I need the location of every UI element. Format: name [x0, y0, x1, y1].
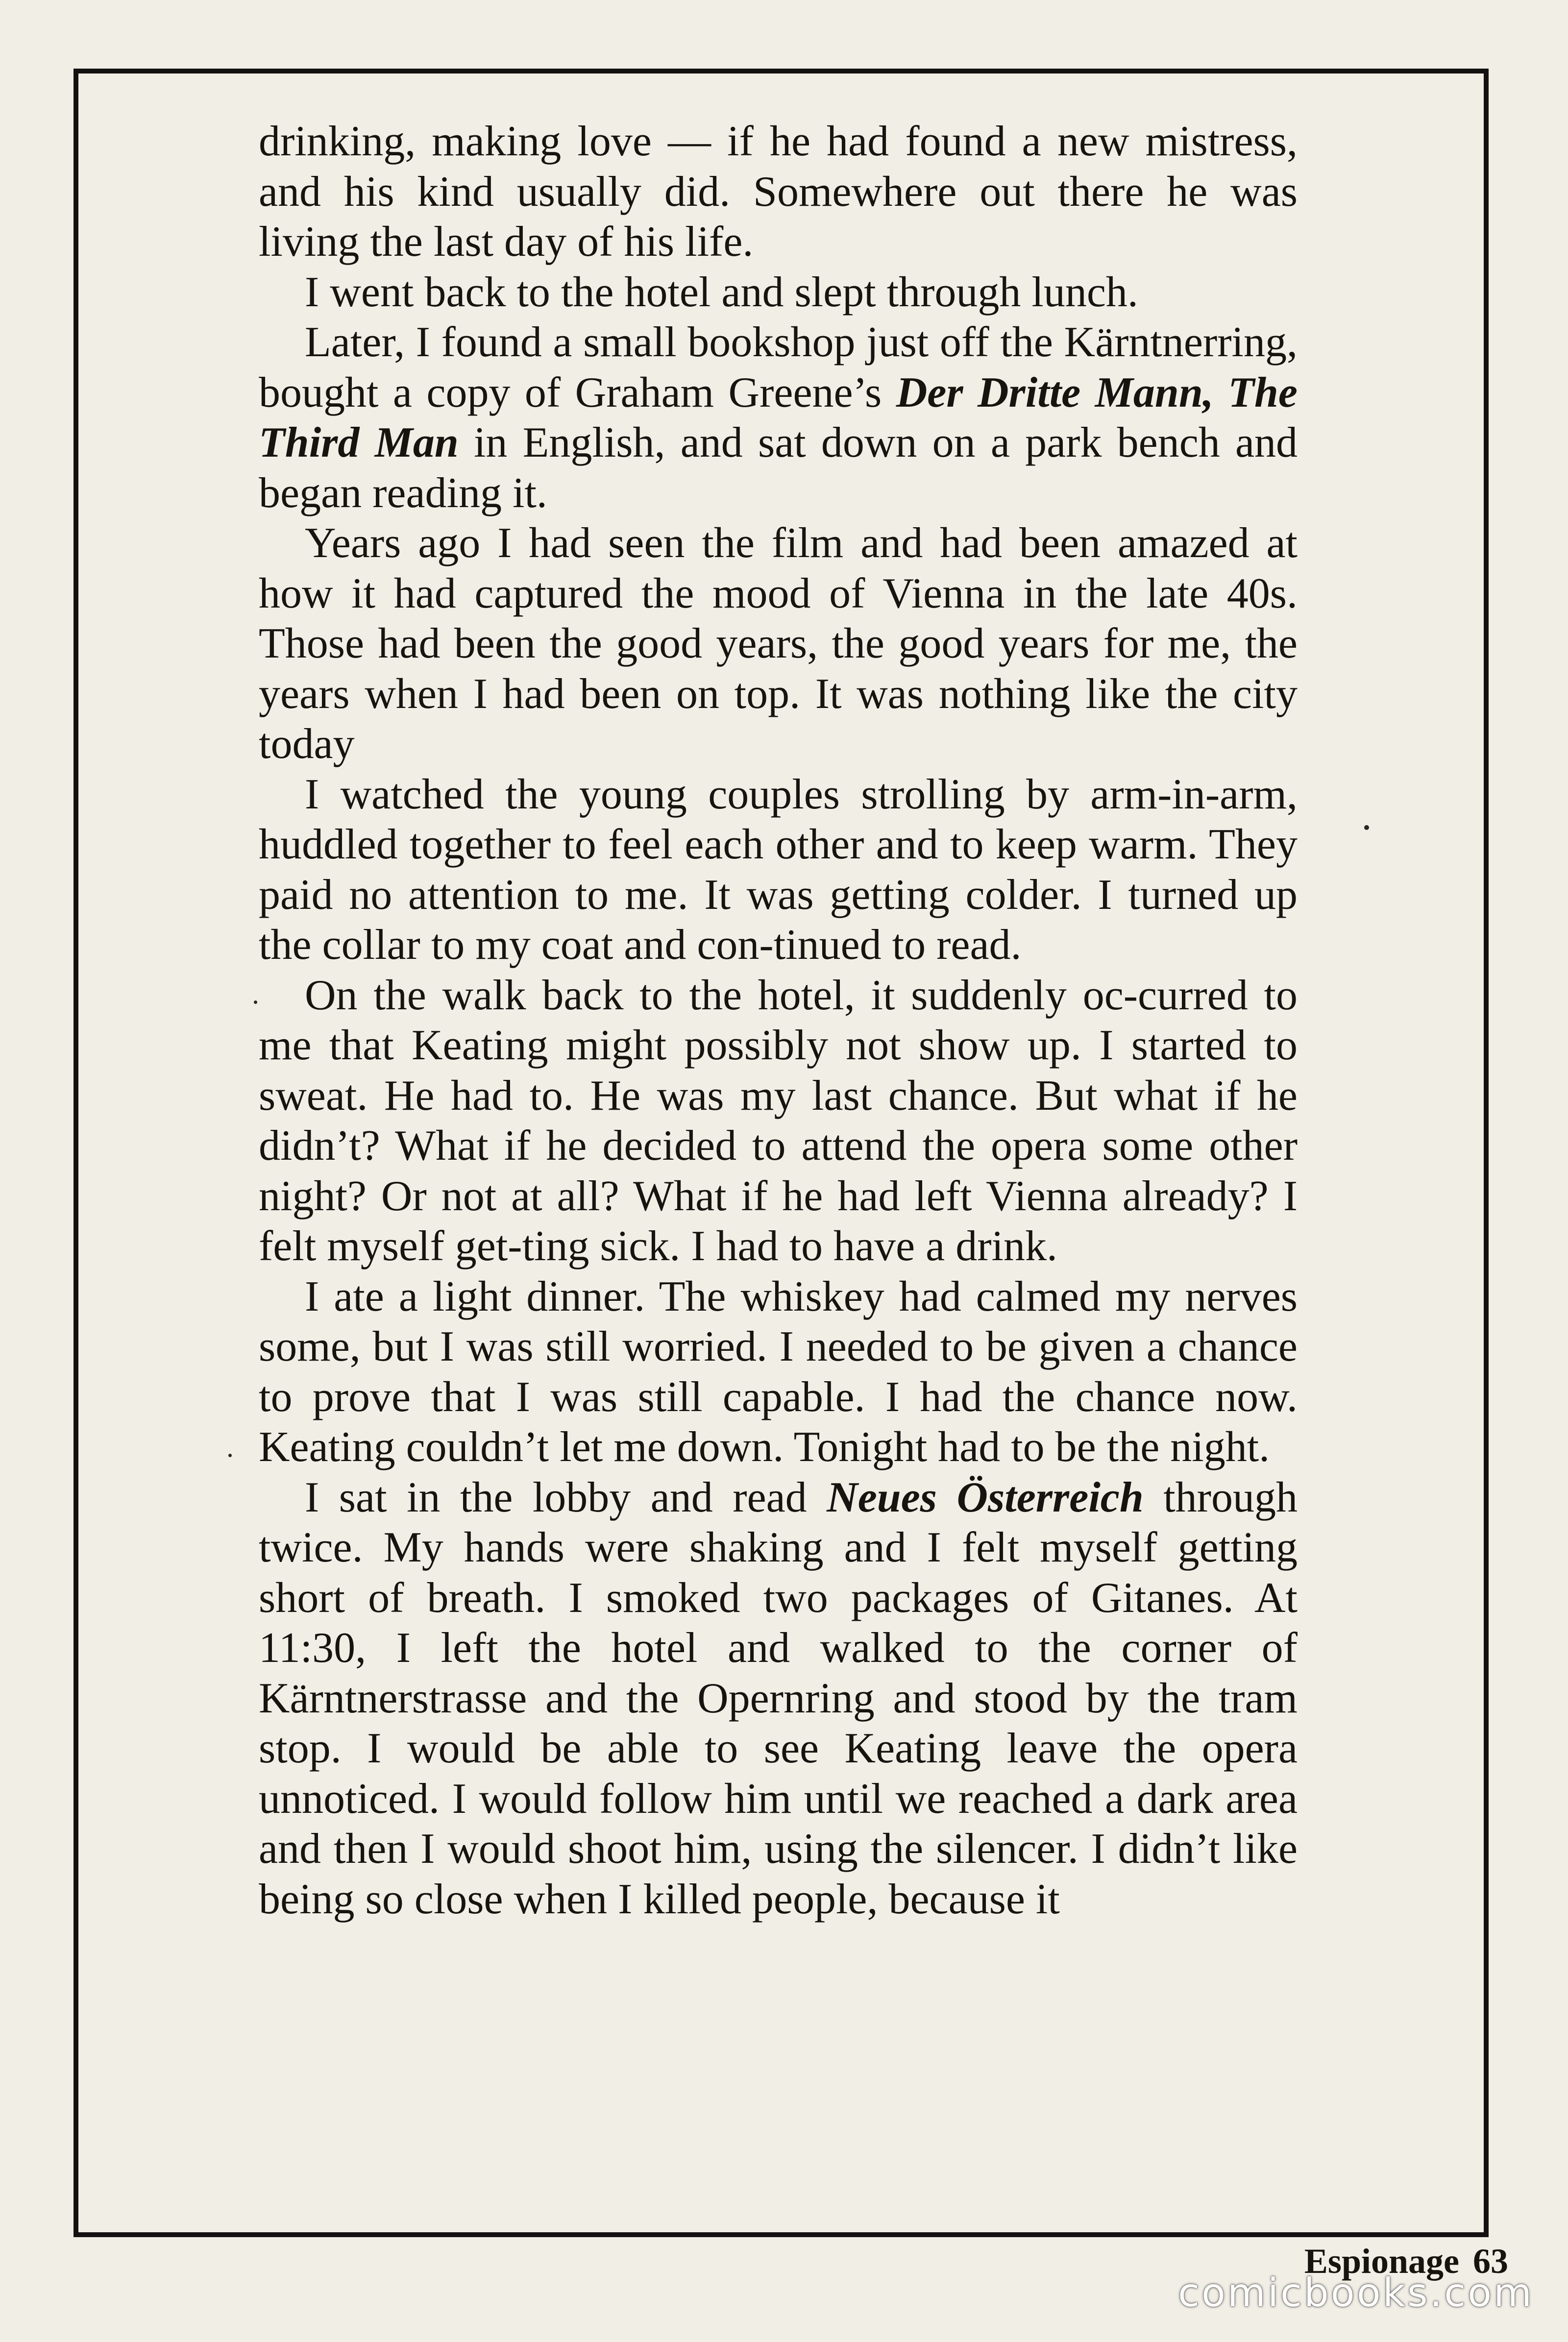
print-speck	[254, 1000, 257, 1004]
paragraph-text: On the walk back to the hotel, it suddenly oc-curred to me that Keating might possibly not show up. I started to sweat. He had to. He was my last chance. But what if he didn’t? What if he decided to attend the opera some other night? Or not at all? What if he had left Vienna already? I felt myself get-ting sick. I had to have a drink.	[259, 971, 1298, 1270]
paragraph-text: I sat in the lobby and read	[305, 1473, 827, 1521]
watermark-logo: comicbooks.com	[1177, 2270, 1534, 2316]
story-paragraph	[259, 117, 1298, 268]
print-speck	[1364, 825, 1369, 830]
story-paragraph	[259, 1272, 1298, 1473]
paragraph-text: in English, and sat down on a park bench and began reading it.	[259, 419, 1298, 517]
italic-title: Neues Österreich	[827, 1473, 1144, 1521]
paragraph-text: Later, I found a small bookshop just off the Kärntnerring, bought a copy of Graham Greene’s	[259, 318, 1298, 416]
italic-title: Der Dritte Mann, The Third Man	[259, 368, 1298, 466]
story-paragraph	[259, 268, 1298, 318]
paragraph-text: I went back to the hotel and slept through lunch.	[305, 268, 1138, 316]
story-paragraph	[259, 1473, 1298, 1925]
paragraph-text: I watched the young couples strolling by arm-in-arm, huddled together to feel each other and to keep warm. They paid no attention to me. It was getting colder. I turned up the collar to my coat and con-tinued to read.	[259, 770, 1298, 969]
paragraph-text: drinking, making love — if he had found a new mistress, and his kind usually did. Somewhere out there he was living the last day of his life.	[259, 118, 1298, 266]
paragraph-text: I ate a light dinner. The whiskey had calmed my nerves some, but I was still worried. I needed to be given a chance to prove that I was still capable. I had the chance now. Keating couldn’t let me down. Tonight had to be the night.	[259, 1272, 1298, 1471]
paragraph-text: Years ago I had seen the film and had been amazed at how it had captured the mood of Vienna in the late 40s. Those had been the good years, the good years for me, the years when I had been on top. It was nothing like the city today	[259, 519, 1298, 768]
story-paragraph	[259, 971, 1298, 1272]
paragraph-text: through twice. My hands were shaking and I felt myself getting short of breath. I smoked two packages of Gitanes. At 11:30, I left the hotel and walked to the corner of Kärntnerstrasse and the Opernring and stood by the tram stop. I would be able to see Keating leave the opera unnoticed. I would follow him until we reached a dark area and then I would shoot him, using the silencer. I didn’t like being so close when I killed people, because it	[259, 1473, 1298, 1923]
story-paragraph	[259, 317, 1298, 518]
story-text-column	[259, 117, 1298, 2140]
story-paragraph	[259, 518, 1298, 770]
magazine-title: Espionage	[1304, 2242, 1459, 2281]
page-number: 63	[1473, 2242, 1508, 2281]
story-paragraph	[259, 770, 1298, 971]
print-speck	[228, 1454, 232, 1457]
